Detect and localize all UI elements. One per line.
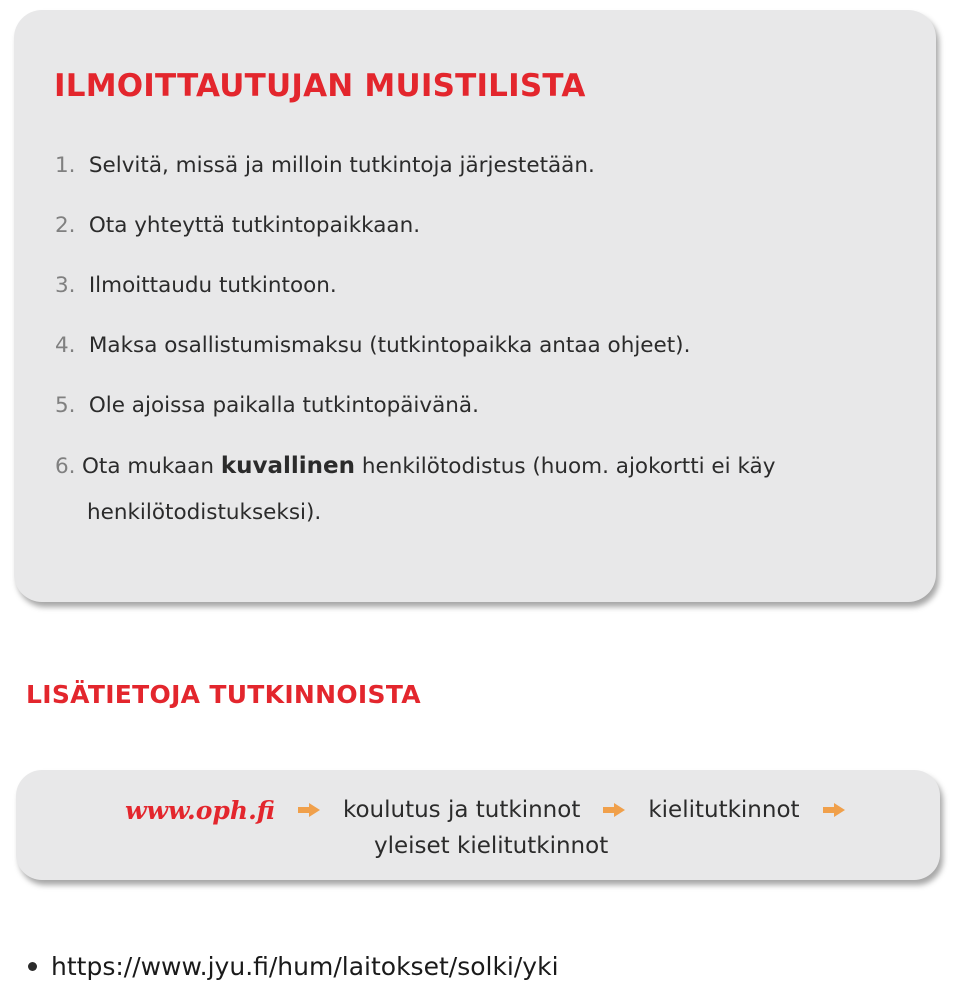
bullet-icon xyxy=(28,962,37,971)
step-text-before: Ota mukaan xyxy=(82,454,221,479)
step-text: Ole ajoissa paikalla tutkintopäivänä. xyxy=(88,393,479,418)
site-link[interactable]: www.oph.fi xyxy=(125,795,275,825)
more-info-title: LISÄTIETOJA TUTKINNOISTA xyxy=(26,680,421,709)
step-number: 2. xyxy=(55,213,76,238)
list-item xyxy=(55,206,925,266)
step-text-emphasis: kuvallinen xyxy=(220,453,356,479)
right-arrow-icon xyxy=(822,802,846,818)
list-item xyxy=(55,326,925,386)
checklist-title: ILMOITTAUTUJAN MUISTILISTA xyxy=(54,68,586,104)
url-link[interactable]: https://www.jyu.fi/hum/laitokset/solki/yki xyxy=(51,952,559,981)
navigation-path xyxy=(125,793,868,827)
path-step: kielitutkinnot xyxy=(648,797,800,823)
right-arrow-icon xyxy=(297,802,321,818)
step-number: 4. xyxy=(55,333,76,358)
step-number: 5. xyxy=(55,393,76,418)
list-item xyxy=(55,446,925,533)
link-list-item xyxy=(28,952,559,981)
list-item xyxy=(55,386,925,446)
step-text: Maksa osallistumismaksu (tutkintopaikka antaa ohjeet). xyxy=(88,333,691,358)
step-number: 3. xyxy=(55,273,76,298)
step-text: Ilmoittaudu tutkintoon. xyxy=(88,273,337,298)
list-item xyxy=(55,266,925,326)
right-arrow-icon xyxy=(602,802,626,818)
step-text-continuation: henkilötodistukseksi). xyxy=(87,500,322,525)
step-text: Ota yhteyttä tutkintopaikkaan. xyxy=(88,213,421,238)
path-step: yleiset kielitutkinnot xyxy=(374,833,609,859)
step-number: 6. xyxy=(55,454,76,479)
path-step: koulutus ja tutkinnot xyxy=(342,797,581,823)
list-item xyxy=(55,146,925,206)
step-text: Selvitä, missä ja milloin tutkintoja järjestetään. xyxy=(88,153,595,178)
step-text-after: henkilötodistus (huom. ajokortti ei käy xyxy=(355,454,776,479)
step-number: 1. xyxy=(55,153,76,178)
checklist-steps xyxy=(55,146,925,533)
